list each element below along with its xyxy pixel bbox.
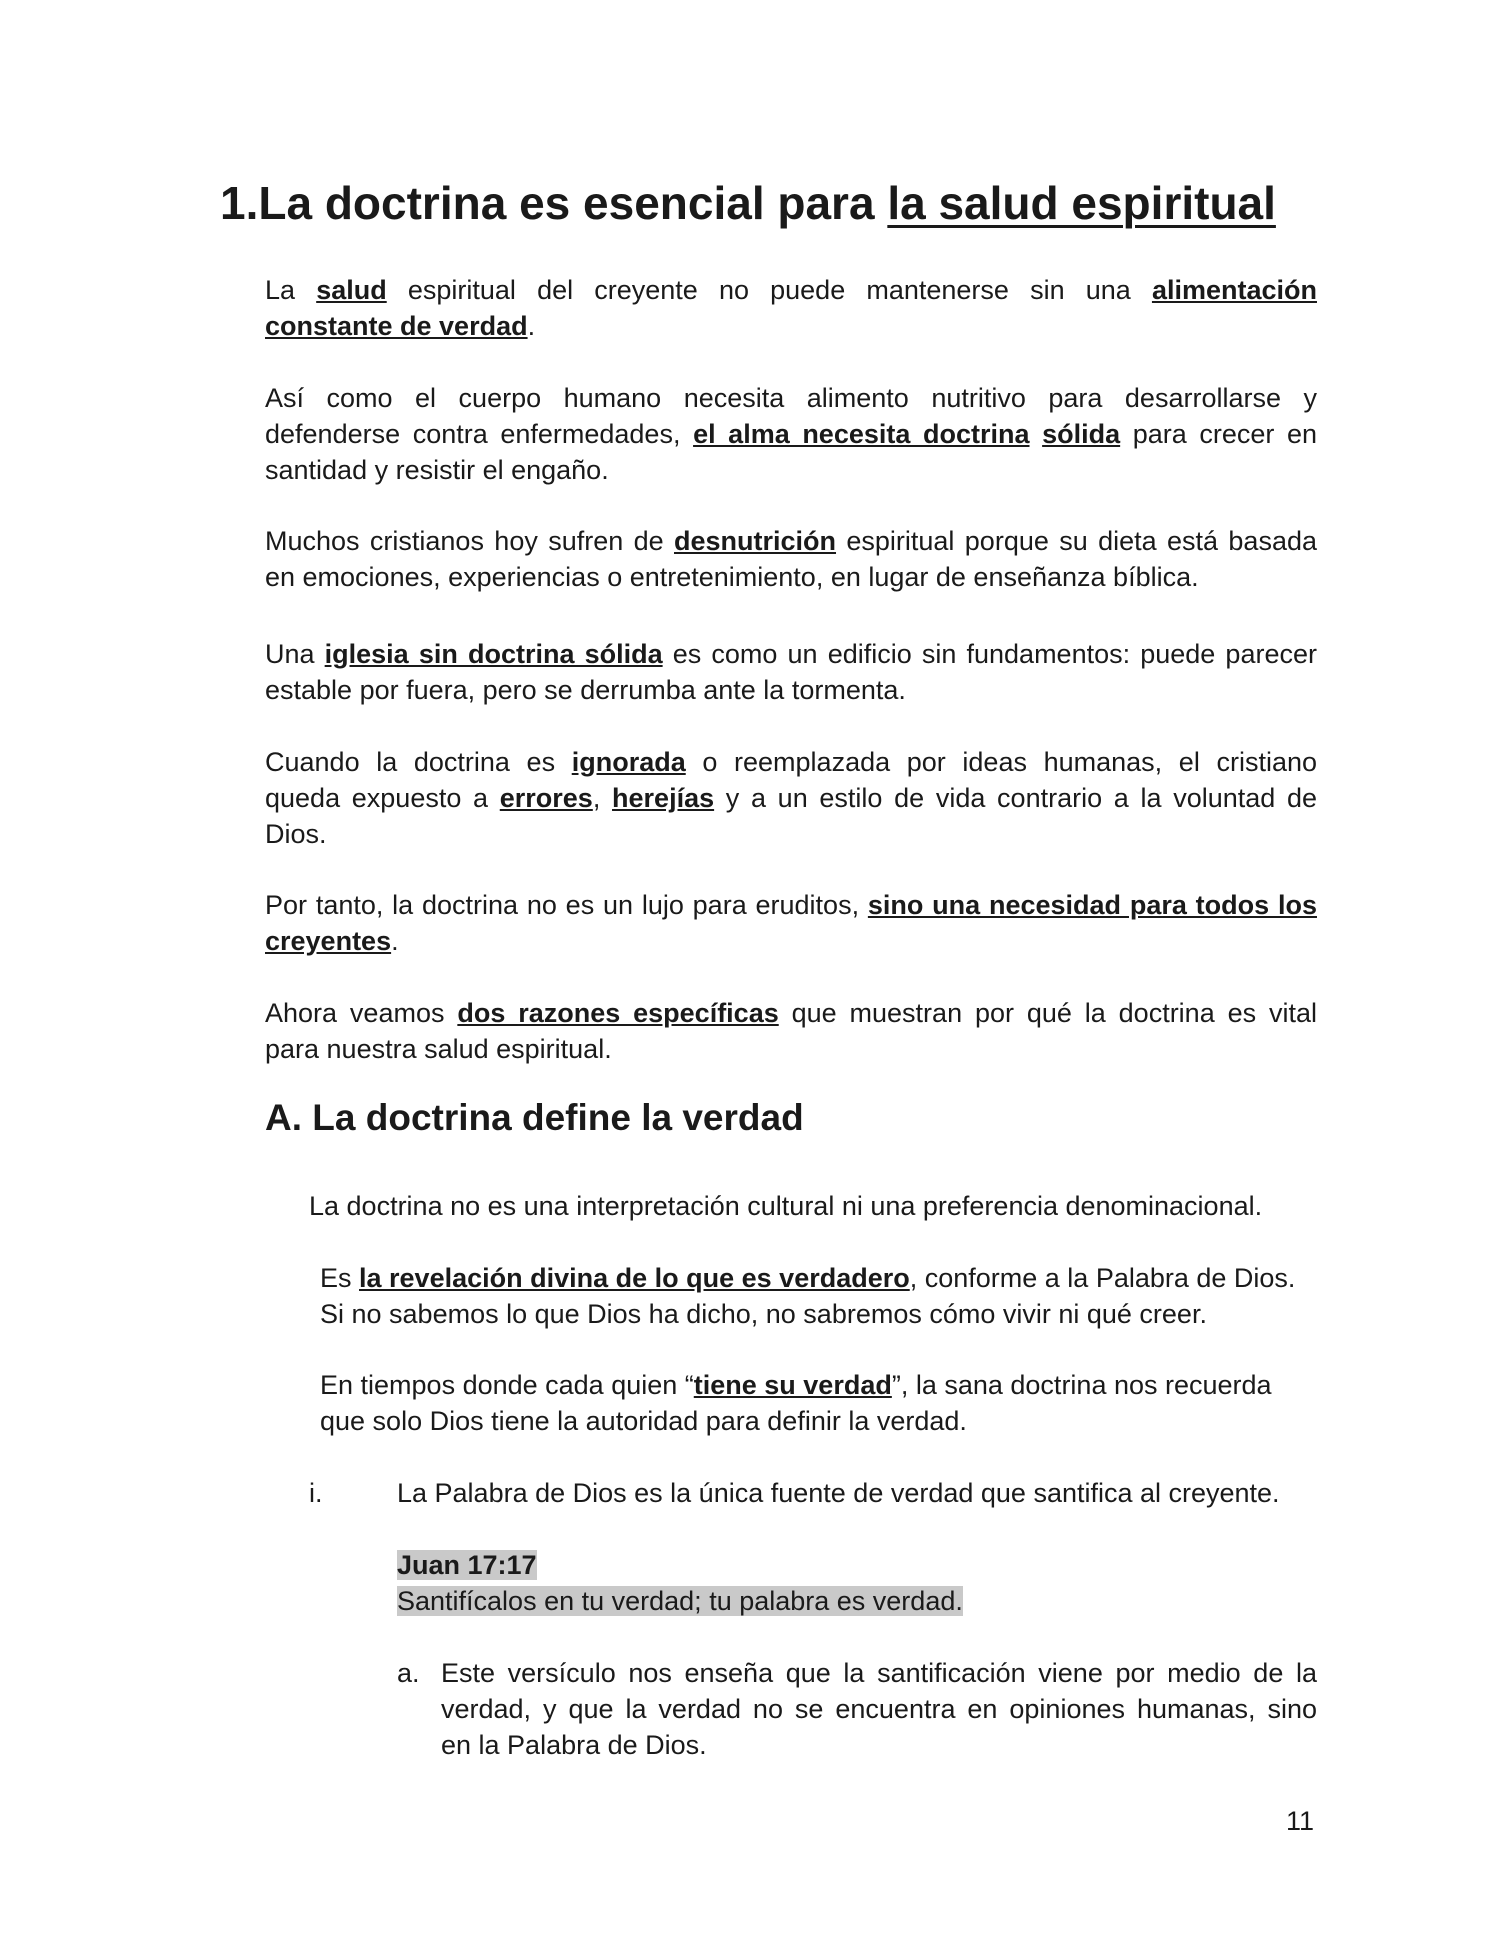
paragraph-2-line-3: santidad y resistir el engaño. <box>265 455 609 485</box>
paragraph-7-line-2: para nuestra salud espiritual. <box>265 1034 612 1064</box>
section-a-paragraph-2-line-2: Si no sabemos lo que Dios ha dicho, no sabremos cómo vivir ni qué creer. <box>320 1299 1207 1329</box>
verse-reference: Juan 17:17 <box>397 1550 537 1580</box>
paragraph-6-line-1: Por tanto, la doctrina no es un lujo para eruditos, sino una necesidad para todos los <box>265 890 1317 920</box>
heading-text: La doctrina es esencial para <box>258 177 888 229</box>
section-a-paragraph-2-line-1: Es la revelación divina de lo que es verdadero, conforme a la Palabra de Dios. <box>320 1263 1296 1293</box>
paragraph-2-line-2: defenderse contra enfermedades, el alma necesita doctrina sólida para crecer en <box>265 419 1318 449</box>
paragraph-5-line-1: Cuando la doctrina es ignorada o reemplazada por ideas humanas, el cristiano <box>265 747 1317 777</box>
heading-number: 1. <box>220 177 259 229</box>
subsection-heading: A. La doctrina define la verdad <box>265 1097 804 1138</box>
paragraph-4-line-1: Una iglesia sin doctrina sólida es como un edificio sin fundamentos: puede parecer <box>265 639 1317 669</box>
section-a-paragraph-3-line-2: que solo Dios tiene la autoridad para definir la verdad. <box>320 1406 967 1436</box>
paragraph-5-line-3: Dios. <box>265 819 327 849</box>
paragraph-5-line-2: queda expuesto a errores, herejías y a un estilo de vida contrario a la voluntad de <box>265 783 1317 813</box>
list-item-i-marker: i. <box>309 1478 323 1508</box>
paragraph-6-line-2: creyentes. <box>265 926 399 956</box>
heading-underlined-text: la salud espiritual <box>887 177 1276 229</box>
list-item-a-marker: a. <box>397 1658 420 1688</box>
paragraph-4-line-2: estable por fuera, pero se derrumba ante la tormenta. <box>265 675 906 705</box>
page-number: 11 <box>1286 1806 1315 1836</box>
list-item-a-line-1: Este versículo nos enseña que la santificación viene por medio de la <box>441 1658 1317 1688</box>
paragraph-2-line-1: Así como el cuerpo humano necesita alimento nutritivo para desarrollarse y <box>265 383 1317 413</box>
paragraph-1-line-1: La salud espiritual del creyente no puede mantenerse sin una alimentación <box>265 275 1317 305</box>
list-item-a-line-3: en la Palabra de Dios. <box>441 1730 707 1760</box>
paragraph-3-line-1: Muchos cristianos hoy sufren de desnutrición espiritual porque su dieta está basada <box>265 526 1317 556</box>
list-item-i-text: La Palabra de Dios es la única fuente de verdad que santifica al creyente. <box>397 1478 1280 1508</box>
paragraph-7-line-1: Ahora veamos dos razones específicas que muestran por qué la doctrina es vital <box>265 998 1317 1028</box>
paragraph-1-line-2: constante de verdad. <box>265 311 536 341</box>
paragraph-3-line-2: en emociones, experiencias o entretenimiento, en lugar de enseñanza bíblica. <box>265 562 1199 592</box>
section-a-paragraph-1: La doctrina no es una interpretación cultural ni una preferencia denominacional. <box>309 1191 1263 1221</box>
section-heading <box>220 176 1276 230</box>
verse-text: Santifícalos en tu verdad; tu palabra es verdad. <box>397 1586 963 1616</box>
list-item-a-line-2: verdad, y que la verdad no se encuentra en opiniones humanas, sino <box>441 1694 1317 1724</box>
section-a-paragraph-3-line-1: En tiempos donde cada quien “tiene su verdad”, la sana doctrina nos recuerda <box>320 1370 1272 1400</box>
